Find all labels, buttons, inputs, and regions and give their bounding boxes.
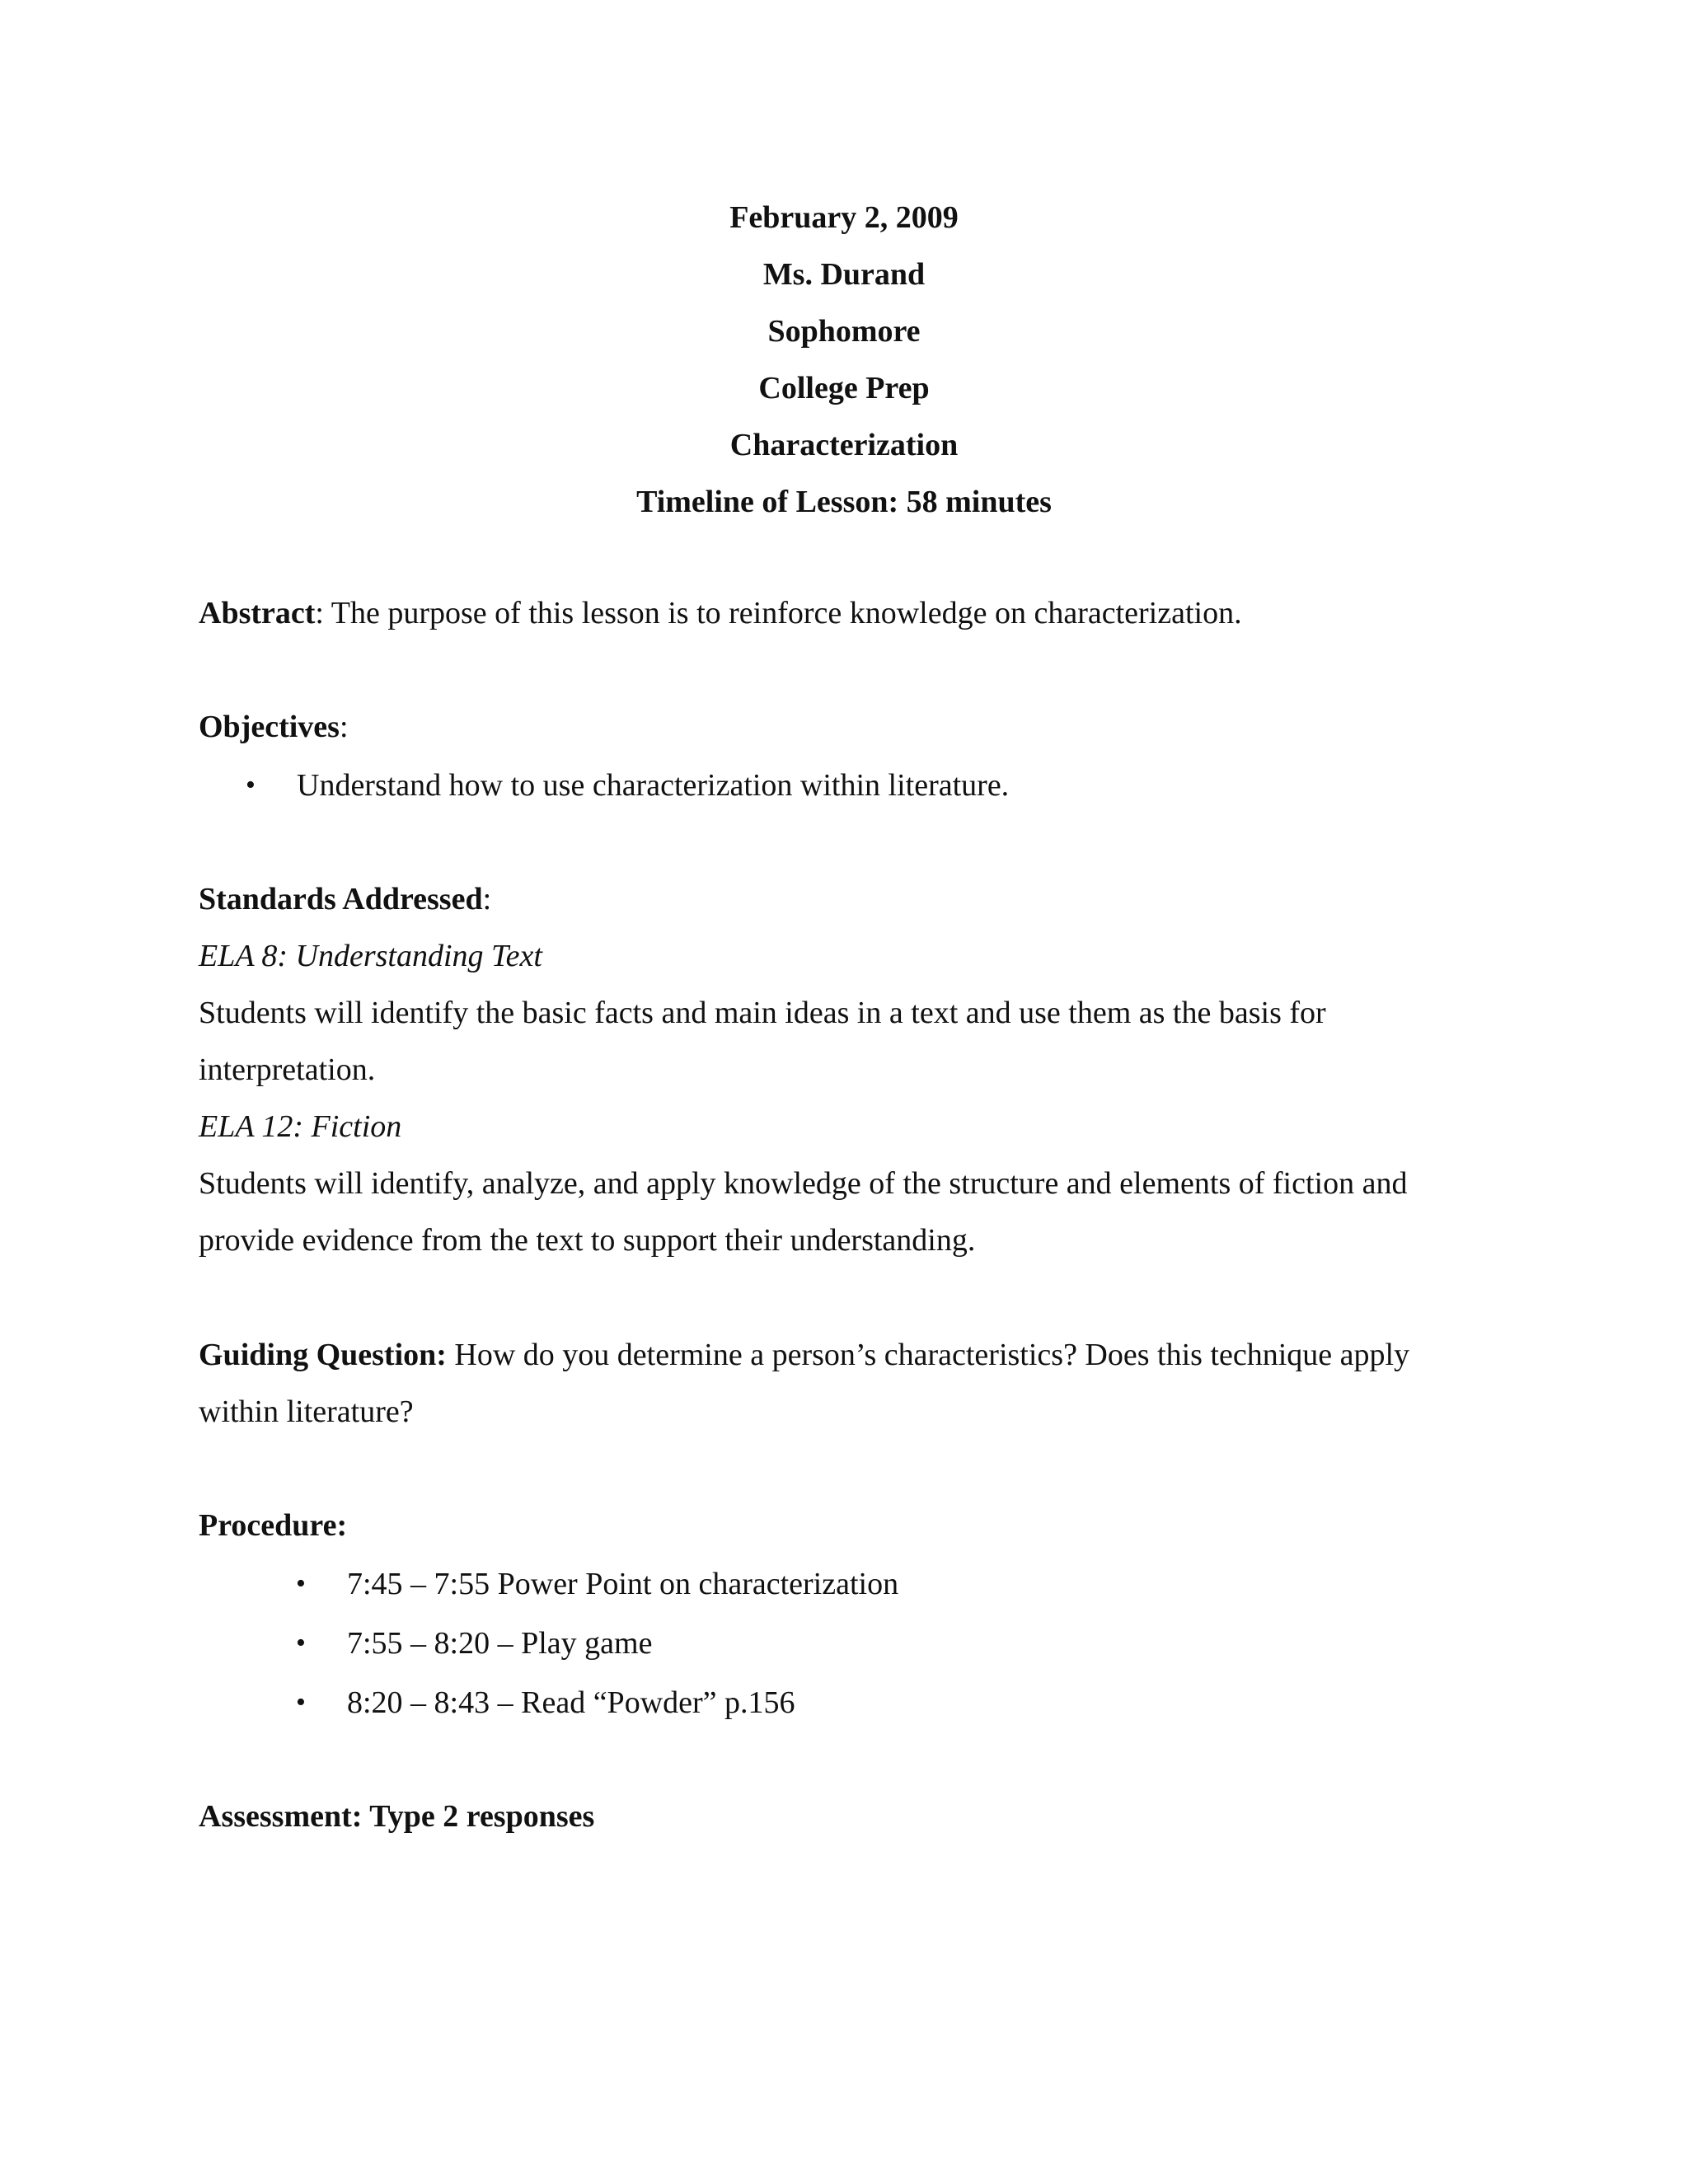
bullet-icon: •: [296, 1568, 306, 1599]
teacher-name: Ms. Durand: [762, 257, 926, 292]
assessment-label: Assessment: Type 2 responses: [199, 1799, 595, 1834]
standard-title: ELA 8: Understanding Text: [199, 939, 542, 973]
standard-text-line: provide evidence from the text to support their understanding.: [199, 1223, 976, 1258]
lesson-header: [0, 190, 1688, 531]
objectives-colon: :: [339, 710, 349, 744]
abstract-label: Abstract: [199, 596, 316, 630]
list-item: [199, 1554, 1509, 1614]
standard-text-line: interpretation.: [199, 1052, 376, 1087]
objectives-section: [199, 699, 1509, 815]
abstract-section: [199, 585, 1509, 642]
assessment-section: [199, 1788, 1509, 1845]
lesson-date: February 2, 2009: [729, 200, 959, 235]
standards-label: Standards Addressed: [199, 882, 483, 916]
procedure-section: [199, 1497, 1509, 1732]
guiding-question-section: [199, 1327, 1509, 1441]
grade-level: Sophomore: [767, 314, 921, 349]
objective-text: Understand how to use characterization within literature.: [297, 768, 1010, 803]
bullet-icon: •: [296, 1628, 306, 1658]
objectives-label: Objectives: [199, 710, 340, 744]
list-item: [199, 756, 1509, 815]
bullet-icon: •: [246, 770, 256, 800]
lesson-topic: Characterization: [729, 428, 959, 462]
procedure-step: 8:20 – 8:43 – Read “Powder” p.156: [347, 1685, 795, 1720]
standard-title: ELA 12: Fiction: [199, 1109, 402, 1144]
course-level: College Prep: [758, 371, 930, 405]
list-item: [199, 1614, 1509, 1673]
bullet-icon: •: [296, 1687, 306, 1718]
guiding-question-text: How do you determine a person’s characteristics? Does this technique apply: [446, 1338, 1410, 1372]
list-item: [199, 1673, 1509, 1732]
abstract-text: : The purpose of this lesson is to reinforce knowledge on characterization.: [315, 596, 1242, 630]
procedure-label: Procedure:: [199, 1508, 348, 1543]
standards-colon: :: [482, 882, 492, 916]
guiding-question-label: Guiding Question:: [199, 1338, 447, 1372]
lesson-timeline: Timeline of Lesson: 58 minutes: [636, 485, 1052, 519]
objectives-list: [199, 756, 1509, 815]
procedure-step: 7:55 – 8:20 – Play game: [347, 1626, 653, 1661]
standards-section: [199, 871, 1509, 1269]
standard-text-line: Students will identify the basic facts and main ideas in a text and use them as the basis for: [199, 996, 1326, 1030]
guiding-question-text-line: within literature?: [199, 1394, 414, 1429]
procedure-list: [199, 1554, 1509, 1732]
procedure-step: 7:45 – 7:55 Power Point on characterization: [347, 1567, 899, 1601]
standard-text-line: Students will identify, analyze, and apply knowledge of the structure and elements of fiction and: [199, 1166, 1408, 1201]
